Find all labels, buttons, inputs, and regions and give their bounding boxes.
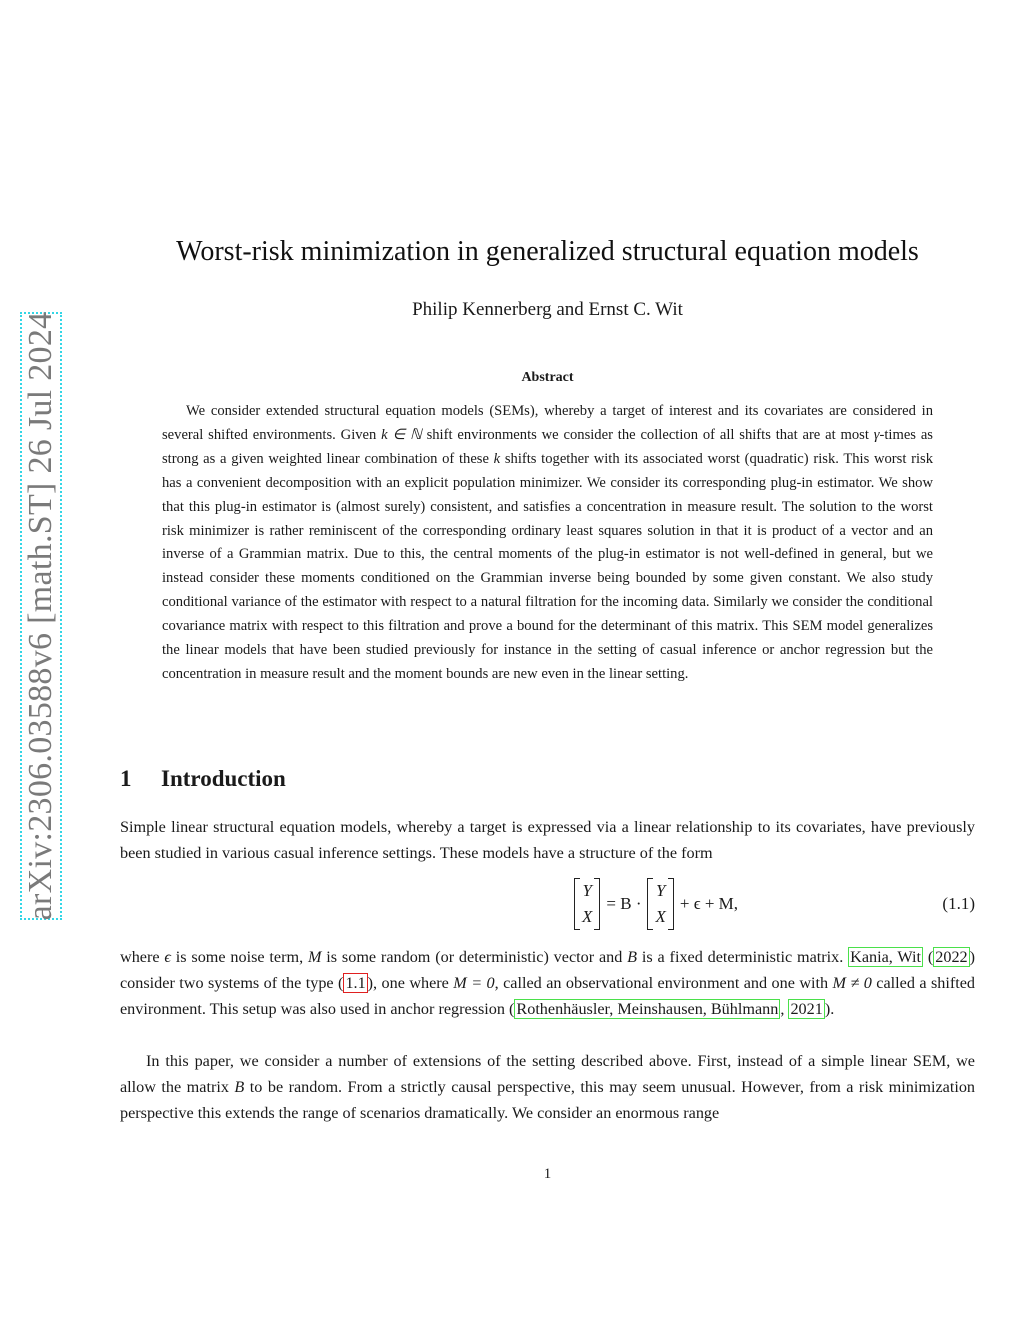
paper-title: Worst-risk minimization in generalized structural equation models <box>176 236 919 267</box>
abstract-body: We consider extended structural equation models (SEMs), whereby a target of interest and its covariates are considered in several shifted environments. Given k ∈ ℕ shift environments we consider the collection of all shifts that are at most γ-times as strong as a given weighted linear combination of these k shifts together with its associated worst (quadratic) risk. This worst risk has a convenient decomposition with an explicit population minimizer. We consider its corresponding plug-in estimator. We show that this plug-in estimator is (almost surely) consistent, and satisfies a concentration in measure result. The solution to the worst risk minimizer is rather reminiscent of the corresponding ordinary least squares solution in that it is product of a vector and an inverse of a Grammian matrix. Due to this, the central moments of the plug-in estimator is not well-defined in general, but we instead consider these moments conditioned on the Grammian inverse being bounded by some given constant. We also study conditional variance of the estimator with respect to a natural filtration for the incoming data. Similarly we consider the conditional covariance matrix with respect to this filtration and prove a bound for the determinant of this matrix. This SEM model generalizes the linear models that have been studied previously for instance in the setting of casual inference or anchor regression but the concentration in measure result and the moment bounds are new even in the linear setting. <box>162 403 933 682</box>
paper-authors: Philip Kennerberg and Ernst C. Wit <box>412 299 683 320</box>
equation-number: (1.1) <box>942 894 975 913</box>
page-number: 1 <box>543 1166 552 1182</box>
section-heading-introduction: 1 Introduction <box>120 766 286 791</box>
intro-paragraph-1: Simple linear structural equation models, whereby a target is expressed via a linear relationship to its covariates, have previously been studied in various casual inference settings. These models have a structure of the form <box>120 818 975 862</box>
vector-rhs: Y X <box>647 878 673 930</box>
citation-rothenhausler[interactable]: Rothenhäusler, Meinshausen, Bühlmann <box>516 1000 779 1018</box>
intro-paragraph-2: where ϵ is some noise term, M is some random (or deterministic) vector and B is a fixed deterministic matrix. Kania, Wit ( 2022 ) consider two systems of the type ( 1.1 ), one where M = 0, called an observational environment and one with M ≠ 0 called a shifted environment. This setup was also used in anchor regression ( Rothenhäusler, Meinshausen, Bühlmann , 2021 ). <box>120 948 976 1018</box>
citation-rothenhausler-year[interactable]: 2021 <box>790 1000 823 1018</box>
intro-paragraph-3: In this paper, we consider a number of extensions of the setting described above. First, instead of a simple linear SEM, we allow the matrix B to be random. From a strictly causal perspective, this may seem unusual. However, from a risk minimization perspective this extends the range of scenarios dramatically. We consider an enormous range <box>120 1052 976 1122</box>
equation-1-1: Y X = B · Y X + ϵ + M, (1.1) <box>120 876 975 932</box>
arxiv-identifier[interactable]: arXiv:2306.03588v6 [math.ST] 26 Jul 2024 <box>22 311 59 921</box>
vector-lhs: Y X <box>574 878 600 930</box>
citation-kania-wit[interactable]: Kania, Wit <box>850 948 922 966</box>
equation-reference-link[interactable]: 1.1 <box>345 974 366 992</box>
citation-kania-wit-year[interactable]: 2022 <box>935 948 968 966</box>
abstract-heading: Abstract <box>521 370 574 385</box>
